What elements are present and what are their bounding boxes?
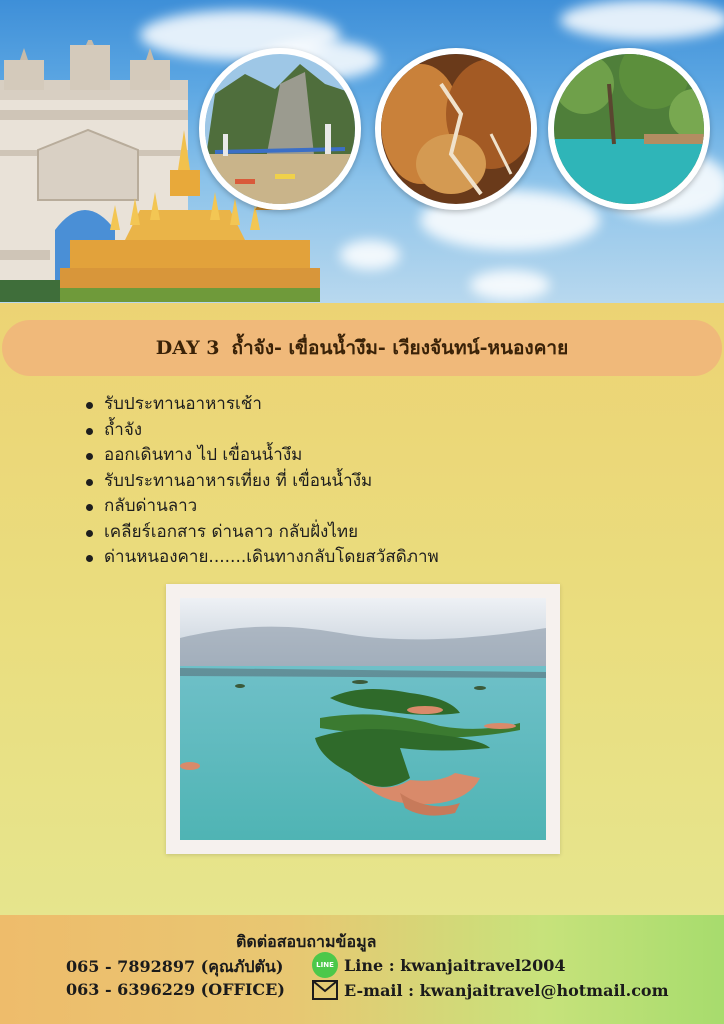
day-title-banner [2,320,722,376]
itinerary-item: เคลียร์เอกสาร ด่านลาว กลับฝั่งไทย [86,520,439,546]
itinerary-item: รับประทานอาหารเช้า [86,392,439,418]
line-id: Line : kwanjaitravel2004 [344,955,566,975]
line-contact[interactable] [312,952,566,978]
itinerary-item: ด่านหนองคาย.......เดินทางกลับโดยสวัสดิภาพ [86,545,439,571]
envelope-icon [312,980,338,1000]
itinerary-item: ถ้ำจัง [86,418,439,444]
email-contact[interactable] [312,980,669,1000]
reservoir-photo-frame [166,584,560,854]
itinerary-item: รับประทานอาหารเที่ยง ที่ เขื่อนน้ำงึม [86,469,439,495]
phone-number-1[interactable]: 065 - 7892897 (คุณภัปตัน) [66,957,284,976]
blue-lagoon-photo [548,48,710,210]
itinerary-list [86,392,439,571]
itinerary-item: ออกเดินทาง ไป เขื่อนน้ำงึม [86,443,439,469]
day-title: ถ้ำจัง- เขื่อนน้ำงึม- เวียงจันทน์-หนองคาย [231,337,569,359]
cave-photo [375,48,537,210]
day-label: DAY 3 [155,337,220,359]
line-app-icon: LINE [312,952,338,978]
contact-title: ติดต่อสอบถามข้อมูล [236,932,377,951]
itinerary-item: กลับด่านลาว [86,494,439,520]
header-photo-collage [0,0,724,303]
email-address: E-mail : kwanjaitravel@hotmail.com [344,980,669,1000]
nam-ngum-reservoir-photo [180,598,546,840]
phone-number-2[interactable]: 063 - 6396229 (OFFICE) [66,980,285,999]
mountain-bridge-photo [199,48,361,210]
